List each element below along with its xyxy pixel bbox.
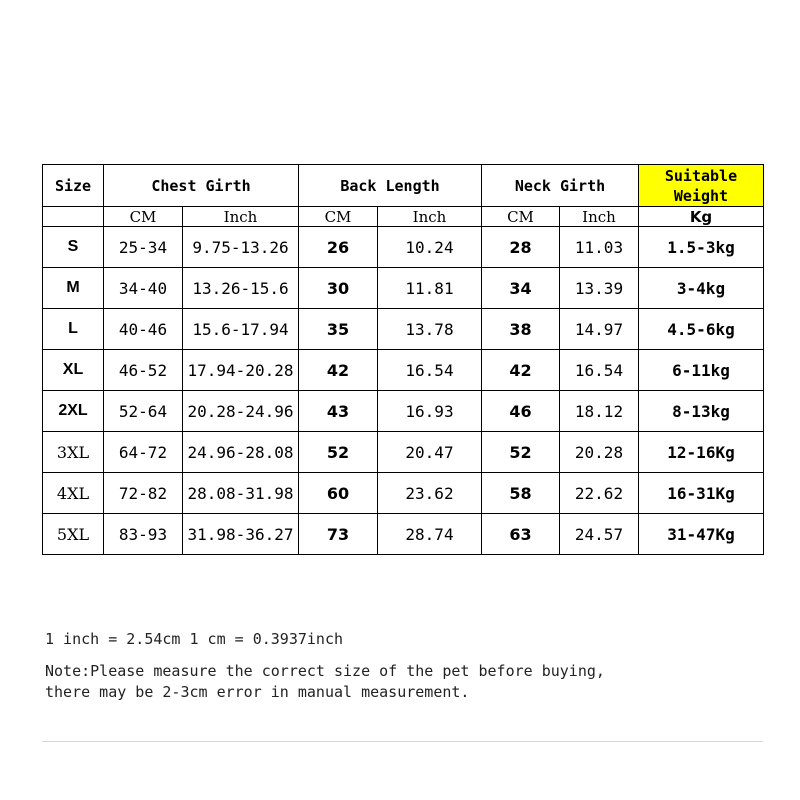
unit-weight-kg: Kg [639, 207, 764, 227]
cell-back-cm: 35 [299, 309, 378, 350]
table-row [43, 432, 764, 473]
cell-size: 5XL [43, 514, 104, 555]
cell-size: 4XL [43, 473, 104, 514]
cell-chest-cm: 25-34 [104, 227, 183, 268]
cell-neck-cm: 52 [482, 432, 560, 473]
neck-girth-header: Neck Girth [482, 165, 639, 207]
table-row [43, 227, 764, 268]
size-chart-table [42, 164, 764, 555]
cell-neck-inch: 14.97 [560, 309, 639, 350]
cell-back-cm: 30 [299, 268, 378, 309]
cell-size: XL [43, 350, 104, 391]
unit-conversion-note: 1 inch = 2.54cm 1 cm = 0.3937inch [45, 630, 344, 648]
table-row [43, 350, 764, 391]
cell-back-inch: 20.47 [378, 432, 482, 473]
table-row [43, 473, 764, 514]
cell-weight: 3-4kg [639, 268, 764, 309]
cell-neck-inch: 16.54 [560, 350, 639, 391]
cell-chest-cm: 83-93 [104, 514, 183, 555]
cell-neck-inch: 24.57 [560, 514, 639, 555]
table-row [43, 391, 764, 432]
cell-neck-inch: 13.39 [560, 268, 639, 309]
cell-weight: 6-11kg [639, 350, 764, 391]
cell-chest-cm: 34-40 [104, 268, 183, 309]
cell-chest-cm: 46-52 [104, 350, 183, 391]
cell-back-inch: 11.81 [378, 268, 482, 309]
cell-size: L [43, 309, 104, 350]
cell-chest-inch: 13.26-15.6 [183, 268, 299, 309]
cell-neck-cm: 46 [482, 391, 560, 432]
cell-back-cm: 42 [299, 350, 378, 391]
cell-chest-inch: 17.94-20.28 [183, 350, 299, 391]
cell-neck-cm: 38 [482, 309, 560, 350]
cell-back-cm: 73 [299, 514, 378, 555]
cell-neck-cm: 28 [482, 227, 560, 268]
cell-weight: 12-16Kg [639, 432, 764, 473]
cell-neck-cm: 58 [482, 473, 560, 514]
table-row [43, 268, 764, 309]
cell-back-inch: 16.93 [378, 391, 482, 432]
cell-neck-inch: 20.28 [560, 432, 639, 473]
cell-neck-inch: 11.03 [560, 227, 639, 268]
cell-back-inch: 28.74 [378, 514, 482, 555]
unit-back-cm: CM [299, 207, 378, 227]
measurement-note [45, 661, 605, 703]
bottom-divider [42, 741, 763, 742]
note-line-2: there may be 2-3cm error in manual measurement. [45, 683, 470, 701]
unit-chest-cm: CM [104, 207, 183, 227]
suitable-weight-header: Suitable Weight [639, 165, 764, 207]
cell-back-inch: 10.24 [378, 227, 482, 268]
header-row [43, 165, 764, 207]
cell-size: 3XL [43, 432, 104, 473]
cell-chest-cm: 40-46 [104, 309, 183, 350]
cell-back-inch: 23.62 [378, 473, 482, 514]
size-header: Size [43, 165, 104, 207]
cell-back-inch: 16.54 [378, 350, 482, 391]
cell-neck-cm: 42 [482, 350, 560, 391]
back-length-header: Back Length [299, 165, 482, 207]
cell-chest-inch: 15.6-17.94 [183, 309, 299, 350]
unit-neck-cm: CM [482, 207, 560, 227]
cell-size: M [43, 268, 104, 309]
cell-back-cm: 43 [299, 391, 378, 432]
table-row [43, 514, 764, 555]
unit-chest-inch: Inch [183, 207, 299, 227]
cell-chest-inch: 20.28-24.96 [183, 391, 299, 432]
cell-size: 2XL [43, 391, 104, 432]
cell-neck-cm: 63 [482, 514, 560, 555]
cell-chest-cm: 64-72 [104, 432, 183, 473]
cell-weight: 16-31Kg [639, 473, 764, 514]
cell-weight: 4.5-6kg [639, 309, 764, 350]
cell-weight: 8-13kg [639, 391, 764, 432]
chest-girth-header: Chest Girth [104, 165, 299, 207]
cell-back-inch: 13.78 [378, 309, 482, 350]
cell-chest-inch: 31.98-36.27 [183, 514, 299, 555]
unit-neck-inch: Inch [560, 207, 639, 227]
cell-chest-inch: 24.96-28.08 [183, 432, 299, 473]
note-line-1: Note:Please measure the correct size of the pet before buying, [45, 662, 605, 680]
cell-neck-cm: 34 [482, 268, 560, 309]
cell-weight: 1.5-3kg [639, 227, 764, 268]
cell-weight: 31-47Kg [639, 514, 764, 555]
cell-neck-inch: 18.12 [560, 391, 639, 432]
table-row [43, 309, 764, 350]
unit-empty [43, 207, 104, 227]
cell-size: S [43, 227, 104, 268]
cell-chest-inch: 9.75-13.26 [183, 227, 299, 268]
cell-back-cm: 52 [299, 432, 378, 473]
cell-back-cm: 26 [299, 227, 378, 268]
unit-back-inch: Inch [378, 207, 482, 227]
cell-back-cm: 60 [299, 473, 378, 514]
unit-row [43, 207, 764, 227]
cell-chest-cm: 52-64 [104, 391, 183, 432]
cell-chest-cm: 72-82 [104, 473, 183, 514]
cell-chest-inch: 28.08-31.98 [183, 473, 299, 514]
cell-neck-inch: 22.62 [560, 473, 639, 514]
